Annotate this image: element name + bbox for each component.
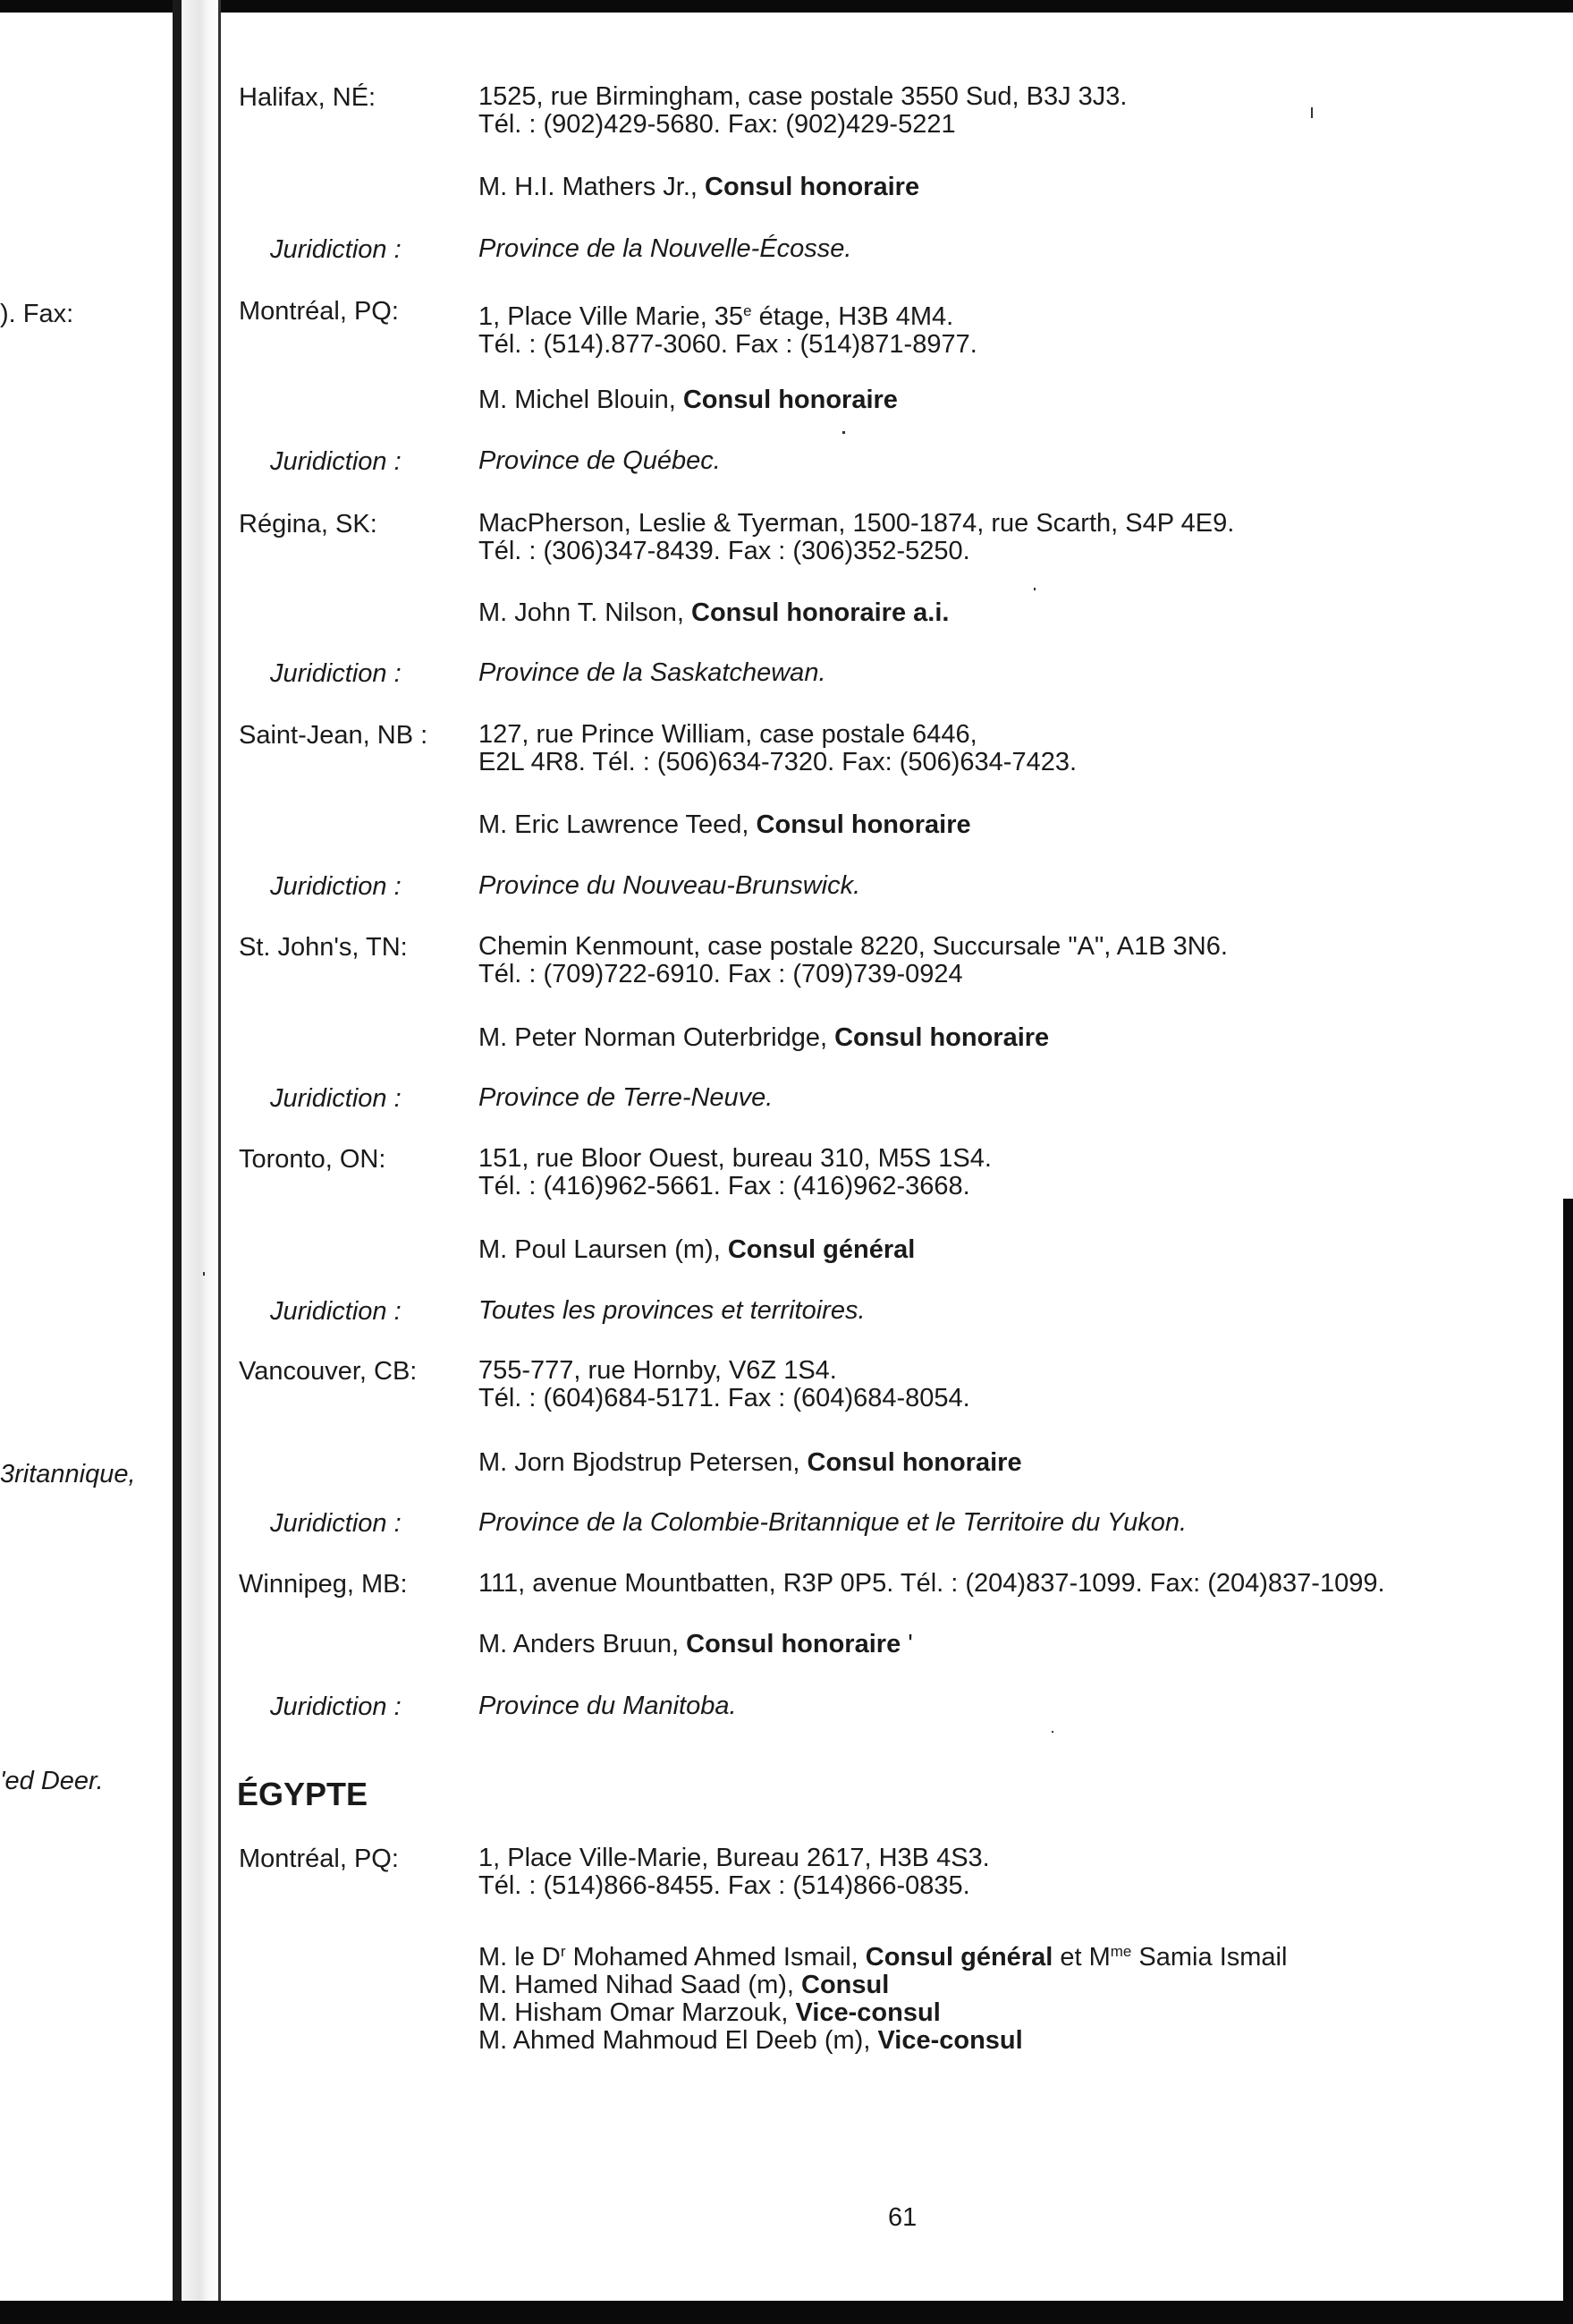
left-page-fragment-britannique: 3ritannique, xyxy=(0,1460,136,1489)
jurisdiction-label: Juridiction : xyxy=(270,1297,402,1326)
jurisdiction-label: Juridiction : xyxy=(270,1692,402,1721)
jurisdiction-value: Toutes les provinces et territoires. xyxy=(478,1296,866,1325)
jurisdiction-label: Juridiction : xyxy=(270,447,402,476)
city-label: Montréal, PQ: xyxy=(239,1845,399,1873)
representative-title: Consul général xyxy=(727,1235,916,1264)
jurisdiction-value: Province de la Saskatchewan. xyxy=(478,658,826,687)
address-line: 755-777, rue Hornby, V6Z 1S4. xyxy=(478,1356,837,1385)
city-label: St. John's, TN: xyxy=(239,933,408,962)
section-heading-egypte: ÉGYPTE xyxy=(237,1776,368,1812)
representative-title: Consul honoraire xyxy=(705,173,920,201)
phone-line: Tél. : (709)722-6910. Fax : (709)739-0924 xyxy=(478,960,963,988)
city-label: Winnipeg, MB: xyxy=(239,1570,408,1599)
scan-border-right xyxy=(1563,1199,1573,2301)
address-block xyxy=(478,1570,1385,1598)
representative-title: Consul honoraire xyxy=(686,1630,901,1658)
address-block xyxy=(478,1845,990,1900)
scan-speck xyxy=(842,431,845,434)
representative xyxy=(478,1449,1022,1477)
city-label: Régina, SK: xyxy=(239,510,377,539)
staff-row: M. Hisham Omar Marzouk, Vice-consul xyxy=(478,1998,941,2027)
address-block xyxy=(478,510,1234,565)
jurisdiction-label: Juridiction : xyxy=(270,1084,402,1113)
jurisdiction-label: Juridiction : xyxy=(270,1509,402,1538)
representative xyxy=(478,1236,915,1264)
representative xyxy=(478,386,898,414)
left-page-fragment-red-deer: 'ed Deer. xyxy=(0,1767,104,1795)
representative-name: M. John T. Nilson, xyxy=(478,598,692,627)
address-line: 1, Place Ville-Marie, Bureau 2617, H3B 4S3. xyxy=(478,1844,990,1872)
phone-line: Tél. : (416)962-5661. Fax : (416)962-3668. xyxy=(478,1172,970,1200)
representative-name: M. Poul Laursen (m), xyxy=(478,1235,728,1264)
scan-speck xyxy=(1311,107,1313,118)
address-line: 151, rue Bloor Ouest, bureau 310, M5S 1S4. xyxy=(478,1144,992,1173)
city-label: Montréal, PQ: xyxy=(239,297,399,326)
scan-speck xyxy=(203,1272,205,1276)
city-label: Toronto, ON: xyxy=(239,1145,386,1174)
representative-name: M. Eric Lawrence Teed, xyxy=(478,810,757,839)
address-line: 111, avenue Mountbatten, R3P 0P5. Tél. : (204)837-1099. Fax: (204)837-1099. xyxy=(478,1569,1385,1598)
representative xyxy=(478,1024,1049,1052)
address-block xyxy=(478,1357,970,1412)
jurisdiction-value: Province de la Colombie-Britannique et le Territoire du Yukon. xyxy=(478,1508,1188,1537)
jurisdiction-label: Juridiction : xyxy=(270,659,402,688)
phone-line: Tél. : (514)866-8455. Fax : (514)866-0835. xyxy=(478,1871,970,1900)
address-block xyxy=(478,1145,992,1200)
address-block xyxy=(478,83,1127,139)
phone-line: Tél. : (604)684-5171. Fax : (604)684-8054. xyxy=(478,1384,970,1412)
representative-title: Consul honoraire xyxy=(834,1023,1050,1052)
representative-title: Consul honoraire xyxy=(807,1448,1022,1477)
staff-row: M. Hamed Nihad Saad (m), Consul xyxy=(478,1971,890,1999)
jurisdiction-label: Juridiction : xyxy=(270,235,402,264)
jurisdiction-label: Juridiction : xyxy=(270,872,402,901)
representative-name: M. Michel Blouin, xyxy=(478,386,683,414)
representative-name: M. Anders Bruun, xyxy=(478,1630,687,1658)
representative xyxy=(478,599,949,627)
representative-name: M. Jorn Bjodstrup Petersen, xyxy=(478,1448,808,1477)
address-line: MacPherson, Leslie & Tyerman, 1500-1874, rue Scarth, S4P 4E9. xyxy=(478,509,1235,538)
address-line: 127, rue Prince William, case postale 6446, xyxy=(478,720,977,749)
scan-speck xyxy=(1034,588,1036,590)
jurisdiction-value: Province de Terre-Neuve. xyxy=(478,1083,774,1112)
scan-speck xyxy=(1052,1731,1053,1733)
page-number: 61 xyxy=(888,2203,918,2232)
address-line: Chemin Kenmount, case postale 8220, Succursale "A", A1B 3N6. xyxy=(478,932,1228,961)
jurisdiction-value: Province de Québec. xyxy=(478,446,721,475)
address-line: 1, Place Ville Marie, 35e étage, H3B 4M4. xyxy=(478,302,954,331)
staff-row: M. le $D^r$ Mohamed Ahmed Ismail, Consul général et $M^{me}$ Samia Ismail xyxy=(478,1943,1288,1972)
city-label: Vancouver, CB: xyxy=(239,1357,418,1386)
stray-mark: ' xyxy=(901,1630,913,1658)
phone-line: E2L 4R8. Tél. : (506)634-7320. Fax: (506)634-7423. xyxy=(478,748,1078,776)
representative xyxy=(478,1631,913,1658)
address-line: 1525, rue Birmingham, case postale 3550 Sud, B3J 3J3. xyxy=(478,82,1128,111)
jurisdiction-value: Province du Manitoba. xyxy=(478,1692,737,1720)
staff-list xyxy=(478,1938,1287,2055)
city-label: Halifax, NÉ: xyxy=(239,83,376,112)
left-page-fragment-fax: ). Fax: xyxy=(0,300,74,328)
phone-line: Tél. : (902)429-5680. Fax: (902)429-5221 xyxy=(478,110,956,139)
address-block xyxy=(478,721,1077,776)
jurisdiction-value: Province du Nouveau-Brunswick. xyxy=(478,871,861,900)
address-block xyxy=(478,933,1228,988)
representative xyxy=(478,174,919,201)
representative xyxy=(478,811,971,839)
scan-border-bottom xyxy=(0,2301,1573,2324)
phone-line: Tél. : (514).877-3060. Fax : (514)871-8977. xyxy=(478,330,977,359)
representative-title: Consul honoraire a.i. xyxy=(691,598,950,627)
staff-row: M. Ahmed Mahmoud El Deeb (m), Vice-consul xyxy=(478,2026,1023,2055)
representative-name: M. H.I. Mathers Jr., xyxy=(478,173,705,201)
city-label: Saint-Jean, NB : xyxy=(239,721,428,750)
representative-name: M. Peter Norman Outerbridge, xyxy=(478,1023,835,1052)
address-block xyxy=(478,297,977,359)
jurisdiction-value: Province de la Nouvelle-Écosse. xyxy=(478,234,852,263)
representative-title: Consul honoraire xyxy=(756,810,971,839)
representative-title: Consul honoraire xyxy=(682,386,898,414)
phone-line: Tél. : (306)347-8439. Fax : (306)352-5250. xyxy=(478,537,970,565)
